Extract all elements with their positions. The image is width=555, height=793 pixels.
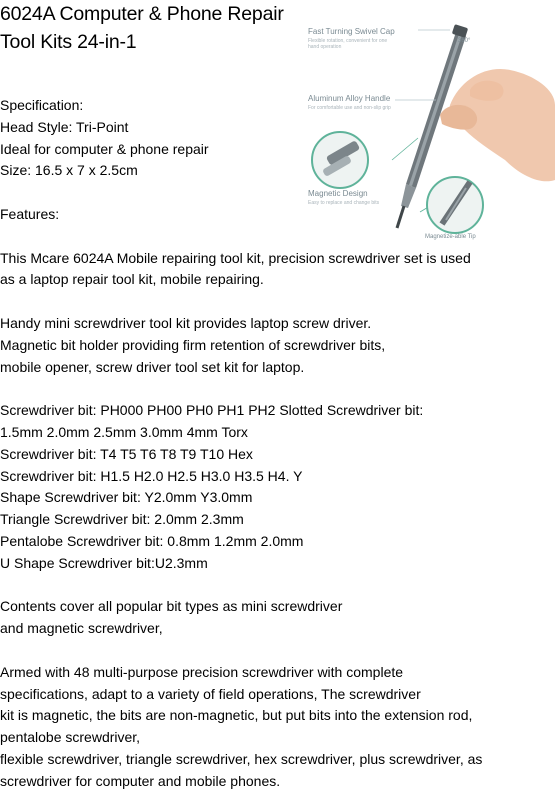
bits-line-6: Triangle Screwdriver bit: 2.0mm 2.3mm	[0, 511, 244, 528]
product-title	[0, 0, 340, 56]
features-p5-line2: specifications, adapt to a variety of field operations, The screwdriver	[0, 685, 421, 702]
bits-line-3: Screwdriver bit: T4 T5 T6 T8 T9 T10 Hex	[0, 445, 253, 462]
features-p5-line1: Armed with 48 multi-purpose precision screwdriver with complete	[0, 663, 404, 680]
swivel-cap	[452, 24, 468, 38]
callout-swivel-cap-desc-1: Flexible rotation, convenient for one	[308, 38, 388, 44]
callout-tip-title: Magnetize-able Tip	[425, 234, 476, 240]
spec-ideal: Ideal for computer & phone repair	[0, 140, 209, 157]
features-p4-line1: Contents cover all popular bit types as mini screwdriver	[0, 598, 343, 615]
bits-line-4: Screwdriver bit: H1.5 H2.0 H2.5 H3.0 H3.5 H4. Y	[0, 467, 303, 484]
features-p5-line3: kit is magnetic, the bits are non-magnetic, but put bits into the extension rod,	[0, 707, 473, 724]
features-p2-line3: mobile opener, screw driver tool set kit for laptop.	[0, 358, 305, 375]
bits-line-2: 1.5mm 2.0mm 2.5mm 3.0mm 4mm Torx	[0, 423, 248, 440]
spec-heading: Specification:	[0, 97, 84, 113]
features-heading: Features:	[0, 205, 60, 222]
features-p5-line6: screwdriver for computer and mobile phones.	[0, 772, 281, 789]
angle-label: 360°	[458, 38, 471, 44]
bits-line-8: U Shape Screwdriver bit:U2.3mm	[0, 554, 208, 571]
product-description	[0, 95, 555, 793]
features-p2-line1: Handy mini screwdriver tool kit provides laptop screw driver.	[0, 314, 372, 331]
callout-handle-desc: For comfortable use and non-slip grip	[308, 105, 391, 111]
spec-size: Size: 16.5 x 7 x 2.5cm	[0, 162, 138, 179]
bits-line-7: Pentalobe Screwdriver bit: 0.8mm 1.2mm 2.0mm	[0, 532, 304, 549]
title-line-2: Tool Kits 24-in-1	[0, 31, 137, 53]
features-p5-line4: pentalobe screwdriver,	[0, 729, 141, 746]
features-p5-line5: flexible screwdriver, triangle screwdriver, hex screwdriver, plus screwdriver, as	[0, 750, 483, 767]
callout-magnetic-desc: Easy to replace and change bits	[308, 200, 380, 206]
title-line-1: 6024A Computer & Phone Repair	[0, 3, 284, 25]
features-p2-line2: Magnetic bit holder providing firm retention of screwdriver bits,	[0, 336, 386, 353]
features-p4-line2: and magnetic screwdriver,	[0, 620, 163, 637]
callout-magnetic-title: Magnetic Design	[308, 189, 368, 198]
callout-swivel-cap-title: Fast Turning Swivel Cap	[308, 27, 395, 36]
spec-head-style: Head Style: Tri-Point	[0, 118, 129, 135]
features-p1-line1: This Mcare 6024A Mobile repairing tool kit, precision screwdriver set is used	[0, 249, 471, 266]
callout-handle-title: Aluminum Alloy Handle	[308, 94, 391, 103]
callout-swivel-cap-desc-2: hand operation	[308, 44, 342, 50]
bits-line-1: Screwdriver bit: PH000 PH00 PH0 PH1 PH2 Slotted Screwdriver bit:	[0, 402, 424, 419]
bits-line-5: Shape Screwdriver bit: Y2.0mm Y3.0mm	[0, 489, 253, 506]
features-p1-line2: as a laptop repair tool kit, mobile repairing.	[0, 271, 264, 288]
